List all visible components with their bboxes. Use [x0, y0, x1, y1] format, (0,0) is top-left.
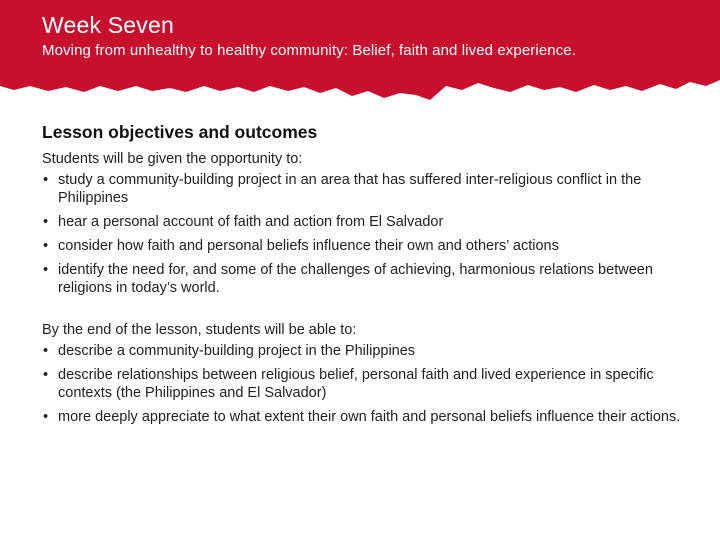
objectives-list	[42, 171, 692, 297]
objective-item: • hear a personal account of faith and action from El Salvador	[42, 213, 692, 231]
main-content	[42, 122, 692, 432]
objective-item: • identify the need for, and some of the challenges of achieving, harmonious relations between religions in today’s world.	[42, 261, 692, 297]
outcome-item: • describe relationships between religious belief, personal faith and lived experience in specific contexts (the Philippines and El Salvador)	[42, 366, 692, 402]
page-title: Week Seven	[42, 12, 174, 38]
objective-item: • study a community-building project in an area that has suffered inter-religious conflict in the Philippines	[42, 171, 692, 207]
outcomes-list	[42, 342, 692, 426]
page-subtitle: Moving from unhealthy to healthy community: Belief, faith and lived experience.	[42, 42, 577, 59]
objectives-intro: Students will be given the opportunity to:	[42, 151, 303, 167]
objective-item: • consider how faith and personal beliefs influence their own and others’ actions	[42, 237, 692, 255]
section-heading: Lesson objectives and outcomes	[42, 122, 318, 142]
outcome-item: • more deeply appreciate to what extent their own faith and personal beliefs influence their actions.	[42, 408, 692, 426]
outcome-item: • describe a community-building project in the Philippines	[42, 342, 692, 360]
outcomes-intro: By the end of the lesson, students will be able to:	[42, 322, 357, 338]
header-banner	[0, 0, 720, 110]
